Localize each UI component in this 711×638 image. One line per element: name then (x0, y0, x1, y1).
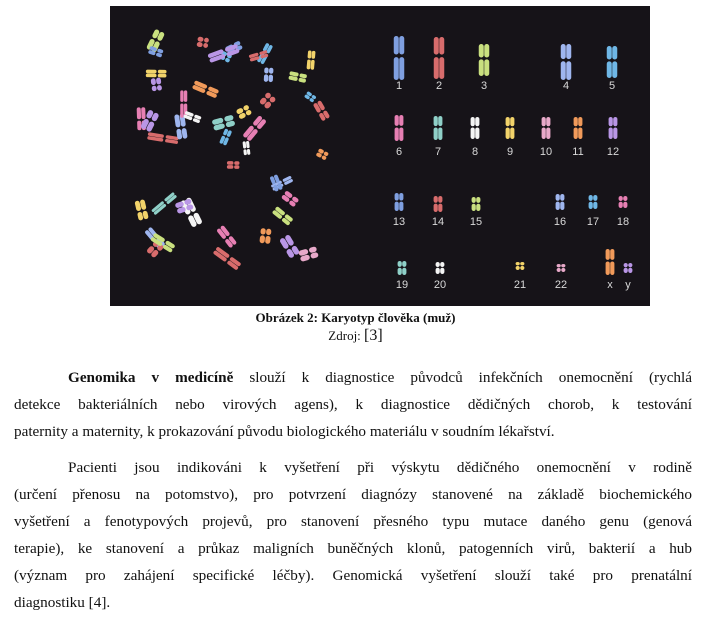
source-reference: [3] (364, 327, 383, 344)
chromosome (213, 246, 242, 270)
paragraph-line: terapie), ke stanovení a průkaz maligních buněčných klonů, patogenních virů, bakterií a hub (14, 540, 692, 557)
chromosome (574, 117, 583, 139)
source-label: Zdroj: (328, 328, 365, 343)
paragraph-line: diagnostiku [4]. (14, 594, 111, 611)
chromosome (556, 194, 565, 210)
chromosome-label: 8 (471, 146, 479, 158)
chromosome (227, 161, 240, 169)
chromosome (561, 44, 572, 80)
chromosome (151, 77, 163, 91)
chromosome-label: 14 (431, 216, 445, 228)
chromosome (609, 117, 618, 139)
chromosome (398, 261, 407, 275)
chromosome-label: 1 (395, 80, 403, 92)
chromosome (434, 116, 443, 140)
chromosome-label: y (625, 279, 631, 291)
chromosome-label: 19 (395, 279, 409, 291)
chromosome (395, 193, 404, 211)
chromosome (436, 262, 445, 274)
chromosome (183, 111, 201, 124)
paragraph-line: paternity a maternity, k prokazování původu biologického materiálu v soudním lékařství. (14, 423, 555, 440)
chromosome (395, 115, 404, 141)
chromosome-label: 7 (434, 146, 442, 158)
chromosome-label: 17 (586, 216, 600, 228)
chromosome-label: 12 (606, 146, 620, 158)
chromosome (542, 117, 551, 139)
chromosome-label: 3 (480, 80, 488, 92)
paragraph-line: (význam pro zahájení specifické léčby). Genomická vyšetření slouží také pro prenatální (14, 567, 692, 584)
chromosome (279, 234, 300, 259)
chromosome (212, 115, 236, 131)
chromosome (589, 195, 598, 209)
chromosome (288, 71, 307, 83)
figure-caption: Obrázek 2: Karyotyp člověka (muž) (255, 310, 456, 325)
chromosome-label: 15 (469, 216, 483, 228)
chromosome (259, 92, 277, 110)
chromosome-label: 20 (433, 279, 447, 291)
paragraph-line: detekce bakteriálních nebo virových agens), k diagnostice dědičných chorob, k testování (14, 396, 692, 413)
chromosome (557, 264, 566, 272)
paragraph-genomika (14, 364, 692, 445)
chromosome-label: 13 (392, 216, 406, 228)
chromosome-label: 11 (572, 146, 584, 158)
chromosome (242, 115, 267, 142)
chromosome-label: 6 (395, 146, 403, 158)
chromosome-label: 22 (554, 279, 568, 291)
chromosome (196, 36, 209, 48)
chromosome (147, 132, 179, 144)
chromosome-label: 4 (562, 80, 570, 92)
chromosome-label: 21 (513, 279, 527, 291)
chromosome (471, 117, 480, 139)
chromosome (242, 141, 250, 155)
chromosome-label: 2 (435, 80, 443, 92)
chromosome-label: x (607, 279, 613, 291)
chromosome (606, 249, 615, 275)
chromosome (313, 100, 331, 121)
chromosome-label: 5 (608, 80, 616, 92)
chromosome (306, 50, 315, 69)
chromosome (264, 67, 274, 82)
chromosome (516, 262, 525, 270)
figure-source (0, 327, 711, 345)
chromosome (236, 104, 253, 119)
chromosome (151, 192, 177, 215)
chromosome (281, 190, 299, 207)
chromosome (146, 70, 167, 78)
chromosome (619, 196, 628, 208)
chromosome (479, 44, 490, 76)
chromosome-label: 10 (539, 146, 553, 158)
paragraph-line: Pacienti jsou indikováni k vyšetření při výskytu dědičného onemocnění v rodině (68, 459, 692, 476)
chromosome-label: 18 (616, 216, 630, 228)
chromosome-label: 9 (506, 146, 514, 158)
chromosome (607, 46, 618, 78)
bold-term: Genomika v medicíně (68, 369, 234, 386)
chromosome (192, 80, 220, 98)
chromosome (434, 196, 443, 212)
chromosome (259, 228, 271, 244)
chromosome (434, 37, 445, 79)
chromosome (624, 263, 633, 273)
karyotype-figure (110, 6, 650, 306)
chromosome (272, 206, 294, 226)
chromosome (304, 91, 317, 103)
paragraph-line: Genomika v medicíně slouží k diagnostice původců infekčních onemocnění (rychlá (68, 369, 692, 386)
paragraph-pacienti (14, 454, 692, 616)
paragraph-line: (určení přenosu na potomstvo), pro potvrzení diagnózy stanovené na základě biochemického (14, 486, 692, 503)
chromosome (472, 197, 481, 211)
chromosome (298, 246, 319, 262)
chromosome (216, 225, 237, 248)
chromosome (316, 148, 329, 160)
chromosome-label: 16 (553, 216, 567, 228)
chromosome (394, 36, 405, 80)
paragraph-line: vyšetření a fenotypových projevů, pro stanovení přesného typu mutace daného genu (genová (14, 513, 692, 530)
chromosome (506, 117, 515, 139)
chromosome (134, 199, 148, 221)
chromosome (219, 128, 232, 145)
